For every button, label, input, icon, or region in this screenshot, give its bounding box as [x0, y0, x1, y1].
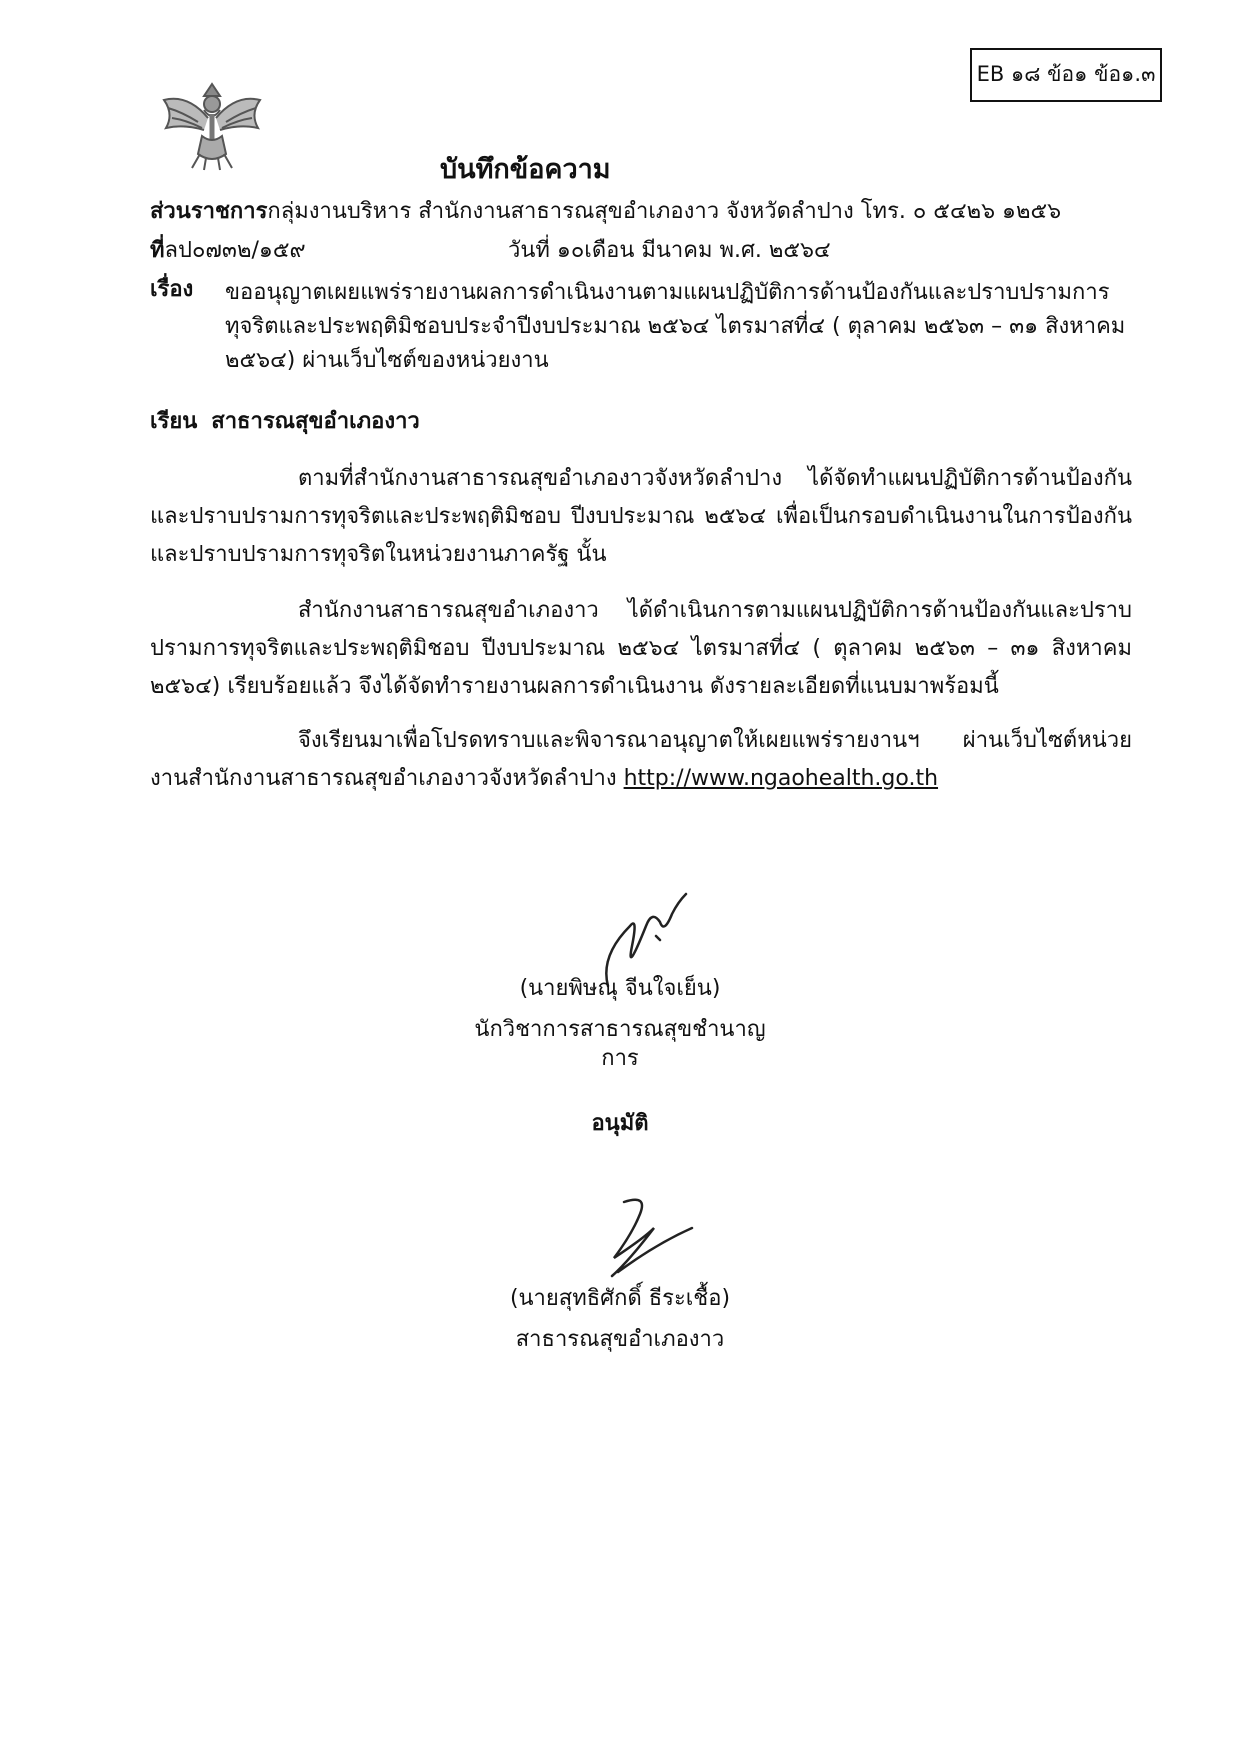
paragraph-3-text: จึงเรียนมาเพื่อโปรดทราบและพิจารณาอนุญาตให้เผยแพร่รายงานฯ ผ่านเว็บไซต์หน่วยงานสำนักงานสาธารณสุขอำเภองาวจังหวัดลำปาง: [150, 728, 1132, 791]
department-value: กลุ่มงานบริหาร สำนักงานสาธารณสุขอำเภองาว จังหวัดลำปาง โทร. ๐ ๕๔๒๖ ๑๒๕๖: [267, 199, 1062, 224]
salutation-row: [150, 408, 420, 437]
salutation-label: เรียน: [150, 409, 198, 434]
reference-row: [150, 237, 306, 266]
date-row: [508, 237, 831, 266]
website-link[interactable]: http://www.ngaohealth.go.th: [623, 766, 939, 791]
subject-label: เรื่อง: [150, 277, 194, 302]
salutation-value: สาธารณสุขอำเภองาว: [211, 409, 420, 434]
body-paragraph-2: สำนักงานสาธารณสุขอำเภองาว ได้ดำเนินการตามแผนปฏิบัติการด้านป้องกันและปราบปรามการทุจริตและประพฤติมิชอบ ปีงบประมาณ ๒๕๖๔ ไตรมาสที่๔ ( ตุลาคม ๒๕๖๓ – ๓๑ สิงหาคม ๒๕๖๔) เรียบร้อยแล้ว จึงได้จัดทำรายงานผลการดำเนินงาน ดังรายละเอียดที่แนบมาพร้อมนี้: [150, 598, 1132, 699]
date-label: วันที่: [508, 238, 550, 263]
reference-code: EB ๑๘ ข้อ๑ ข้อ๑.๓: [976, 62, 1156, 87]
department-label: ส่วนราชการ: [150, 199, 268, 224]
subject-value: ขออนุญาตเผยแพร่รายงานผลการดำเนินงานตามแผนปฏิบัติการด้านป้องกันและปราบปรามการทุจริตและประพฤติมิชอบประจำปีงบประมาณ ๒๕๖๔ ไตรมาสที่๔ ( ตุลาคม ๒๕๖๓ – ๓๑ สิงหาคม ๒๕๖๔) ผ่านเว็บไซต์ของหน่วยงาน: [225, 280, 1126, 373]
reference-code-box: [970, 48, 1162, 102]
approval-label: อนุมัติ: [591, 1111, 649, 1136]
department-row: [150, 198, 1061, 227]
reference-label: ที่: [150, 238, 165, 263]
signer-2-position: สาธารณสุขอำเภองาว: [515, 1327, 725, 1352]
signer-1-name: (นายพิษณุ จีนใจเย็น): [519, 976, 721, 1001]
reference-value: ลป๐๗๓๒/๑๕๙: [164, 238, 306, 263]
body-paragraph-3: [150, 722, 1132, 798]
garuda-emblem-icon: [158, 74, 266, 172]
date-value: ๑๐เดือน มีนาคม พ.ศ. ๒๕๖๔: [556, 238, 831, 263]
body-paragraph-1: ตามที่สำนักงานสาธารณสุขอำเภองาวจังหวัดลำปาง ได้จัดทำแผนปฏิบัติการด้านป้องกันและปราบปรามการทุจริตและประพฤติมิชอบ ปีงบประมาณ ๒๕๖๔ เพื่อเป็นกรอบดำเนินงานในการป้องกันและปราบปรามการทุจริตในหน่วยงานภาครัฐ นั้น: [150, 466, 1132, 567]
document-title: บันทึกข้อความ: [440, 154, 611, 185]
signer-2-name: (นายสุทธิศักดิ์ ธีระเชื้อ): [509, 1286, 731, 1311]
signature-icon: [600, 1188, 700, 1280]
signer-1-position: นักวิชาการสาธารณสุขชำนาญการ: [474, 1017, 766, 1071]
